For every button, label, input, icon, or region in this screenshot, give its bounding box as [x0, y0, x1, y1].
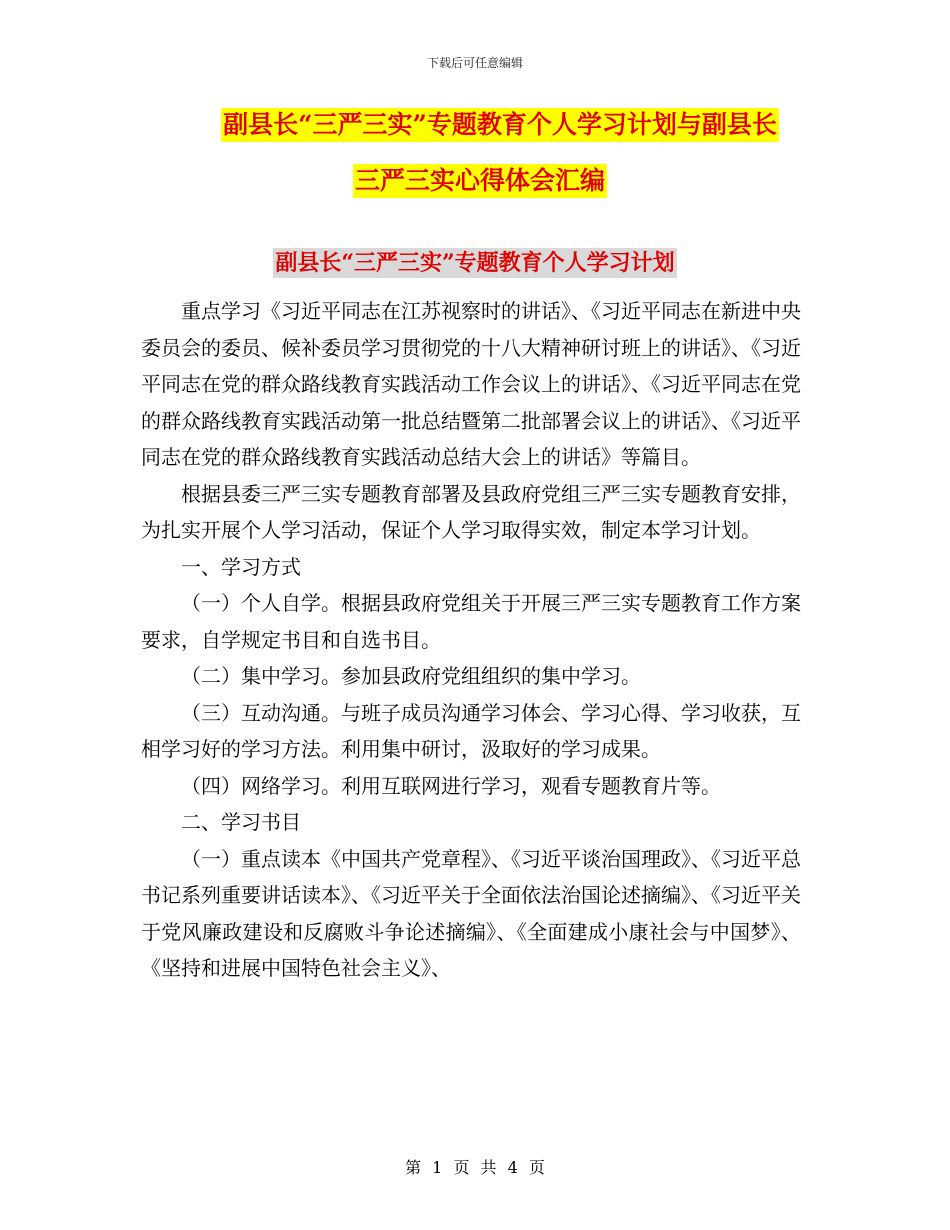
document-body: [141, 293, 801, 987]
document-title: [140, 108, 820, 198]
paragraph-method-1: （一）个人自学。根据县政府党组关于开展三严三实专题教育工作方案要求，自学规定书目和自选书目。: [141, 591, 801, 652]
paragraph-method-4: （四）网络学习。利用互联网进行学习，观看专题教育片等。: [181, 773, 721, 798]
section-title: [0, 248, 950, 278]
paragraph-books-1: （一）重点读本《中国共产党章程》、《习近平谈治国理政》、《习近平总书记系列重要讲话读本》、《习近平关于全面依法治国论述摘编》、《习近平关于党风廉政建设和反腐败斗争论述摘编》、《全面建成小康社会与中国梦》、《坚持和进展中国特色社会主义》、: [141, 846, 801, 980]
paragraph-purpose: 根据县委三严三实专题教育部署及县政府党组三严三实专题教育安排，为扎实开展个人学习活动，保证个人学习取得实效，制定本学习计划。: [141, 481, 801, 542]
paragraph-method-2: （二）集中学习。参加县政府党组组织的集中学习。: [181, 664, 641, 688]
heading-study-books: 二、学习书目: [181, 810, 301, 834]
paragraph-method-3: （三）互动沟通。与班子成员沟通学习体会、学习心得、学习收获，互相学习好的学习方法。利用集中研讨，汲取好的学习成果。: [141, 700, 801, 761]
section-title-text: 副县长“三严三实”专题教育个人学习计划: [275, 250, 675, 276]
header-note: 下载后可任意编辑: [426, 56, 523, 70]
title-line-2: 三严三实心得体会汇编: [353, 164, 607, 198]
title-line-1: 副县长“三严三实”专题教育个人学习计划与副县长: [221, 108, 779, 142]
page-number-footer: 第 1 页 共 4 页: [405, 1158, 545, 1177]
paragraph-study-texts: 重点学习《习近平同志在江苏视察时的讲话》、《习近平同志在新进中央委员会的委员、候补委员学习贯彻党的十八大精神研讨班上的讲话》、《习近平同志在党的群众路线教育实践活动工作会议上的讲话》、《习近平同志在党的群众路线教育实践活动第一批总结暨第二批部署会议上的讲话》、《习近平同志在党的群众路线教育实践活动总结大会上的讲话》等篇目。: [141, 299, 801, 469]
heading-study-methods: 一、学习方式: [181, 554, 301, 579]
